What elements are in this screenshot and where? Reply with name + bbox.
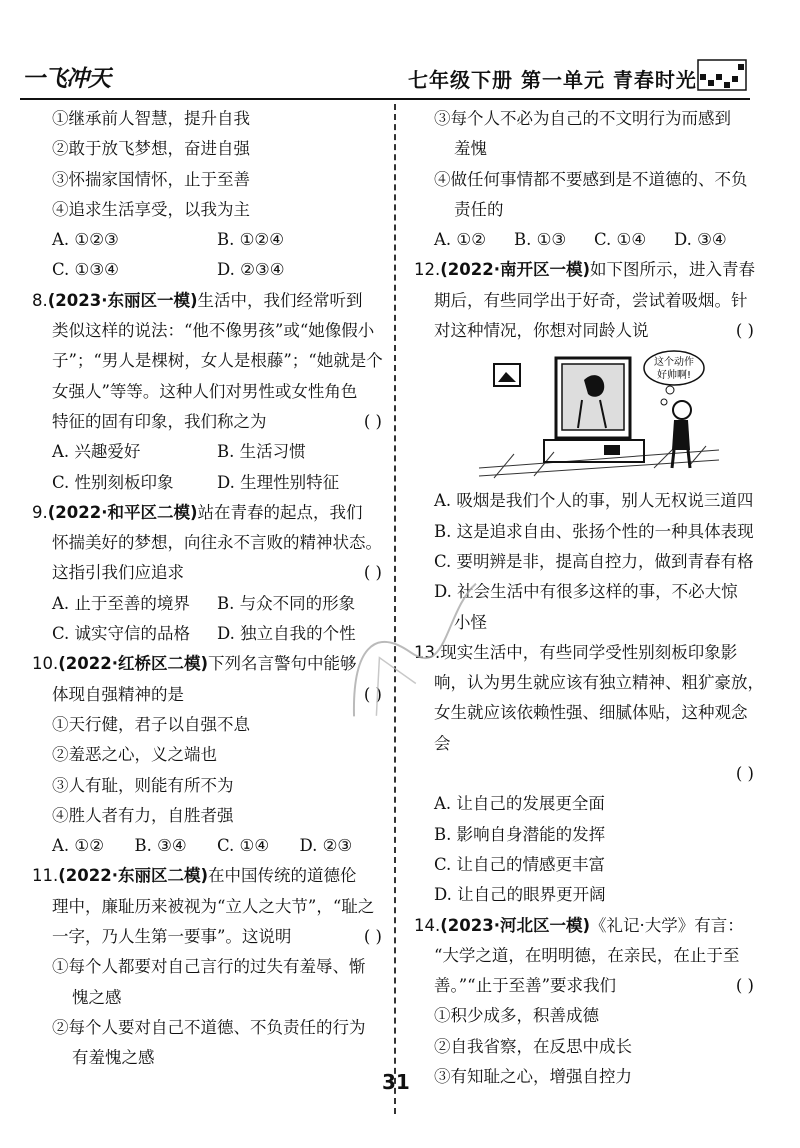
q10-text: 体现自强精神的是 [52,684,184,704]
q10-number: 10. [32,654,59,674]
q13-text-line: 会 [434,733,451,753]
q8-stem [32,286,382,316]
q11-option-2-cont: 有羞愧之感 [72,1048,155,1068]
q7-choices [32,225,382,255]
q8-choices [32,437,382,467]
q13-choice-b[interactable]: B. 影响自身潜能的发挥 [434,824,606,844]
page-number: 31 [382,1070,410,1094]
q8-choice-b[interactable]: B. 生活习惯 [217,442,306,462]
q14-text-line: “大学之道，在明明德，在亲民，在止于至 [434,945,740,965]
q9-stem [32,498,382,528]
q12-number: 12. [414,260,441,280]
q8-text: 生活中，我们经常听到 [197,290,363,310]
q8-text-line [32,407,382,437]
q9-text-line [32,558,382,588]
q13-choice-c[interactable]: C. 让自己的情感更丰富 [434,854,606,874]
q14-text: 《礼记·大学》有言： [590,915,744,935]
q9-text: 站在青春的起点，我们 [197,502,363,522]
q8-text-line: 子”；“男人是棵树，女人是根藤”；“她就是个 [52,351,383,371]
q10-choices [32,831,382,861]
q14-text: 善。”“止于至善”要求我们 [434,976,617,996]
q7-option-2: ②敢于放飞梦想，奋进自强 [52,139,250,159]
q8-choices [32,468,382,498]
q7-option-3: ③怀揣家国情怀，止于至善 [52,169,250,189]
q14-number: 14. [414,915,441,935]
q7-option-4: ④追求生活享受，以我为主 [52,199,250,219]
q14-option-1: ①积少成多，积善成德 [434,1006,599,1026]
q11-text: 在中国传统的道德伦 [208,866,357,886]
q7-choice-c[interactable]: C. ①③④ [52,260,119,280]
q12-bubble-line-1: 这个动作 [654,357,694,369]
q8-text-line: 女强人”等等。这种人们对男性或女性角色 [52,381,358,401]
q11-source: (2022·东丽区二模) [58,866,209,886]
q10-choice-a[interactable]: A. ①② [52,836,104,856]
q10-text: 下列名言警句中能够 [208,654,357,674]
q8-text: 特征的固有印象，我们称之为 [52,411,267,431]
q9-text: 这指引我们应追求 [52,563,184,583]
q14-source: (2023·河北区一模) [440,915,591,935]
q11-option-1: ①每个人都要对自己言行的过失有羞辱、惭 [52,957,366,977]
q9-source: (2022·和平区二模) [47,502,198,522]
q12-choice-d[interactable]: D. 社会生活中有很多这样的事，不必大惊 [434,582,738,602]
q12-illustration [474,350,724,480]
q11-text-line [32,922,382,952]
q12-bubble-line-2: 好帅啊! [656,370,692,382]
q11-text-line: 理中，廉耻历来被视为“立人之大节”，“耻之 [52,896,375,916]
q13-text-line [414,759,754,789]
q12-choice-d-cont: 小怪 [454,612,487,632]
q11-option-4: ④做任何事情都不要感到是不道德的、不负 [434,169,748,189]
q14-text-line [414,971,754,1001]
q8-number: 8. [32,290,48,310]
q11-option-1-cont: 愧之感 [72,987,122,1007]
q9-choices [32,589,382,619]
q14-stem [414,911,754,941]
q13-answer-blank[interactable]: ( ) [735,764,754,784]
q12-choice-c[interactable]: C. 要明辨是非，提高自控力，做到青春有格 [434,551,754,571]
q9-number: 9. [32,502,48,522]
q12-choice-a[interactable]: A. 吸烟是我们个人的事，别人无权说三道四 [434,491,754,511]
q9-choice-c[interactable]: C. 诚实守信的品格 [52,624,191,644]
q10-option-4: ④胜人者有力，自胜者强 [52,805,234,825]
header-rule [20,98,750,100]
q7-option-1: ①继承前人智慧，提升自我 [52,109,250,128]
series-logo: 一飞冲天 [22,66,110,92]
q11-stem [32,861,382,891]
q8-choice-c[interactable]: C. 性别刻板印象 [52,472,174,492]
q11-choice-b[interactable]: B. ①③ [514,230,567,250]
q12-source: (2022·南开区一模) [440,260,591,280]
q12-text-line [414,316,754,346]
q10-source: (2022·红桥区二模) [58,654,209,674]
q10-option-3: ③人有耻，则能有所不为 [52,775,234,795]
q12-text: 如下图所示，进入青春 [590,260,756,280]
q11-text: 一字，乃人生第一要事”。这说明 [52,927,292,947]
tv-smoking-cartoon-icon [474,350,724,480]
q13-choice-d[interactable]: D. 让自己的眼界更开阔 [434,885,606,905]
q11-answer-blank[interactable]: ( ) [363,927,382,947]
q11-option-2: ②每个人要对自己不道德、不负责任的行为 [52,1017,366,1037]
q7-choices [32,255,382,285]
q7-choice-a[interactable]: A. ①②③ [52,230,119,250]
q11-choice-c[interactable]: C. ①④ [594,230,647,250]
q11-option-3: ③每个人不必为自己的不文明行为而感到 [434,109,731,128]
q9-answer-blank[interactable]: ( ) [363,563,382,583]
q10-option-2: ②羞恶之心，义之端也 [52,745,217,765]
page-header [0,0,800,100]
q13-text: 现实生活中，有些同学受性别刻板印象影 [440,642,738,662]
q7-choice-d[interactable]: D. ②③④ [217,260,285,280]
q13-text-line: 女生就应该依赖性强、细腻体贴，这种观念 [434,703,748,723]
q9-text-line: 怀揣美好的梦想，向往永不言败的精神状态。 [52,533,382,553]
q7-choice-b[interactable]: B. ①②④ [217,230,284,250]
q11-option-3-cont: 羞愧 [454,139,487,159]
q10-choice-d[interactable]: D. ②③ [299,836,353,856]
header-title: 七年级下册 第一单元 青春时光 [408,68,697,92]
q11-option-4-cont: 责任的 [454,199,504,219]
q8-choice-a[interactable]: A. 兴趣爱好 [52,442,141,462]
q14-answer-blank[interactable]: ( ) [735,976,754,996]
q13-number: 13. [414,642,441,662]
q8-answer-blank[interactable]: ( ) [363,411,382,431]
q14-option-3: ③有知耻之心，增强自控力 [434,1067,632,1087]
q10-option-1: ①天行健，君子以自强不息 [52,714,250,734]
q10-choice-c[interactable]: C. ①④ [217,836,270,856]
q12-choice-b[interactable]: B. 这是追求自由、张扬个性的一种具体表现 [434,521,754,541]
q9-choice-d[interactable]: D. 独立自我的个性 [217,624,356,644]
q13-choice-a[interactable]: A. 让自己的发展更全面 [434,794,605,814]
q11-choices [414,225,754,255]
q13-text-line: 响，认为男生就应该有独立精神、粗犷豪放， [434,673,764,693]
q10-answer-blank[interactable]: ( ) [363,684,382,704]
q9-choice-a[interactable]: A. 止于至善的境界 [52,593,190,613]
q14-option-2: ②自我省察，在反思中成长 [434,1036,632,1056]
q10-choice-b[interactable]: B. ③④ [134,836,187,856]
checker-pattern-icon [696,56,748,96]
q8-choice-d[interactable]: D. 生理性别特征 [217,472,340,492]
q8-source: (2023·东丽区一模) [47,290,198,310]
q9-choice-b[interactable]: B. 与众不同的形象 [217,593,356,613]
q11-number: 11. [32,866,59,886]
q11-choice-d[interactable]: D. ③④ [674,230,727,250]
q12-answer-blank[interactable]: ( ) [735,321,754,341]
q11-choice-a[interactable]: A. ①② [434,230,486,250]
q12-text: 对这种情况，你想对同龄人说 [434,321,649,341]
q12-stem [414,255,754,285]
q8-text-line: 类似这样的说法：“他不像男孩”或“她像假小 [52,321,375,341]
left-column [32,104,382,1074]
q12-text-line: 期后，有些同学出于好奇，尝试着吸烟。针 [434,290,748,310]
